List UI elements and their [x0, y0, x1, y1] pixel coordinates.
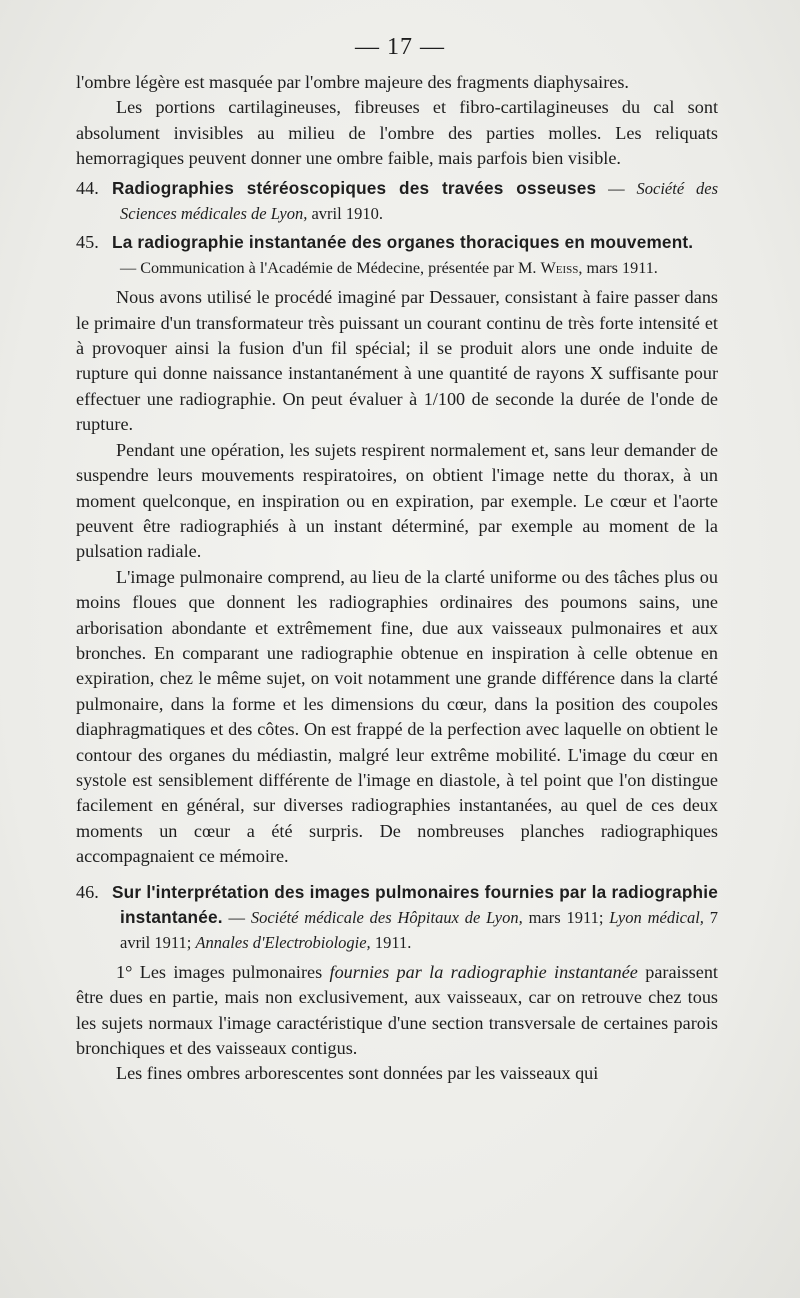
entry-46-paragraph-1: [76, 960, 718, 1062]
entry-46-dash: —: [222, 908, 251, 927]
entry-44-number: 44.: [76, 177, 99, 198]
entry-46-source-2: Lyon médical,: [609, 908, 704, 927]
entry-45-paragraph-3: L'image pulmonaire comprend, au lieu de la clarté uniforme ou des tâches plus ou moins floues que donnent les radiographies ordinaires des poumons sains, une arborisation abondante et extrêmement fine, due aux vaisseaux pulmonaires et aux bronches. En comparant une radiographie obtenue en inspiration à celle obtenue en expiration, chez le même sujet, on voit notamment une grande différence dans la clarté pulmonaire, dans la forme et les dimensions du cœur, dans la position des coupoles diaphragmatiques et des côtes. On est frappé de la perfection avec laquelle on obtient le contour des organes du médiastin, malgré leur extrême mobilité. L'image du cœur en systole est sensiblement différente de l'image en diastole, à tel point que l'on distingue facilement en général, sur diverses radiographies instantanées, au quel de ces deux moments un cœur a été surpris. De nombreuses planches radiographiques accompagnaient ce mémoire.: [76, 566, 718, 867]
entry-44-dash: —: [596, 178, 637, 198]
intro-paragraph-2: Les portions cartilagineuses, fibreuses et fibro-cartilagineuses du cal sont absolument invisibles au milieu de l'ombre des parties molles. Les reliquats hemorragiques peuvent donner une ombre faible, mais parfois bien visible.: [76, 97, 718, 169]
entry-45-sub-suffix: , mars 1911.: [578, 258, 658, 277]
entry-44-source: Société des Sciences médicales de Lyon,: [120, 178, 719, 224]
page-number: — 17 —: [355, 34, 445, 60]
entry-45: [76, 230, 718, 255]
entry-46-date-3: 1911.: [370, 933, 412, 953]
entry-46-date-1: mars 1911;: [522, 908, 610, 927]
entry-44-title: Radiographies stéréoscopiques des travées osseuses: [112, 177, 597, 198]
entry-46-date-2: 7 avril 1911;: [120, 908, 719, 953]
body-text: [76, 70, 718, 1087]
entry-44-date: avril 1910.: [307, 204, 383, 224]
entry-46-number: 46.: [76, 881, 99, 902]
entry-45-number: 45.: [76, 232, 99, 253]
entry-45-paragraph-2: Pendant une opération, les sujets respirent normalement et, sans leur demander de suspendre leurs mouvements respiratoires, on obtient l'image nette du thorax, à un moment quelconque, en inspiration ou en expiration, par exemple. Le cœur et l'aorte peuvent être radiographiés à un instant déterminé, par exemple au moment de la pulsation radiale.: [76, 439, 718, 562]
intro-paragraph-1: l'ombre légère est masquée par l'ombre majeure des fragments diaphysaires.: [76, 72, 629, 92]
entry-46-source-1: Société médicale des Hôpitaux de Lyon,: [250, 908, 523, 927]
entry-45-communication: [76, 256, 718, 281]
entry-45-author: Weiss: [540, 258, 579, 277]
entry-44: [76, 176, 718, 227]
entry-46-p1-lead: 1° Les images pulmonaires: [116, 961, 330, 982]
entry-46: [76, 880, 718, 956]
entry-46-paragraph-2: Les fines ombres arborescentes sont données par les vaisseaux qui: [116, 1063, 599, 1084]
entry-46-p1-emphasis: fournies par la radiographie instantanée: [329, 961, 638, 982]
entry-46-source-3: Annales d'Electrobiologie,: [195, 933, 371, 953]
entry-45-paragraph-1: Nous avons utilisé le procédé imaginé par Dessauer, consistant à faire passer dans le primaire d'un transformateur très puissant un courant continu de très forte intensité et à provoquer ainsi la fusion d'un fil spécial; il se produit alors une onde induite de rupture qui donne naissance instantanément à une quantité de rayons X suffisante pour effectuer une radiographie. On peut évaluer à 1/100 de seconde la durée de l'onde de rupture.: [76, 287, 718, 435]
entry-46-title: Sur l'interprétation des images pulmonaires fournies par la radiographie instantanée.: [112, 881, 718, 927]
entry-46-p1-rest: paraissent être dues en partie, mais non exclusivement, aux vaisseaux, car on retrouve chez tous les sujets normaux l'image caractéristique d'une section transversale de certaines parois bronchiques et des vaisseaux contigus.: [76, 961, 718, 1059]
entry-45-sub-prefix: — Communication à l'Académie de Médecine, présentée par M.: [120, 258, 541, 277]
entry-45-title: La radiographie instantanée des organes thoraciques en mouvement.: [112, 232, 694, 253]
